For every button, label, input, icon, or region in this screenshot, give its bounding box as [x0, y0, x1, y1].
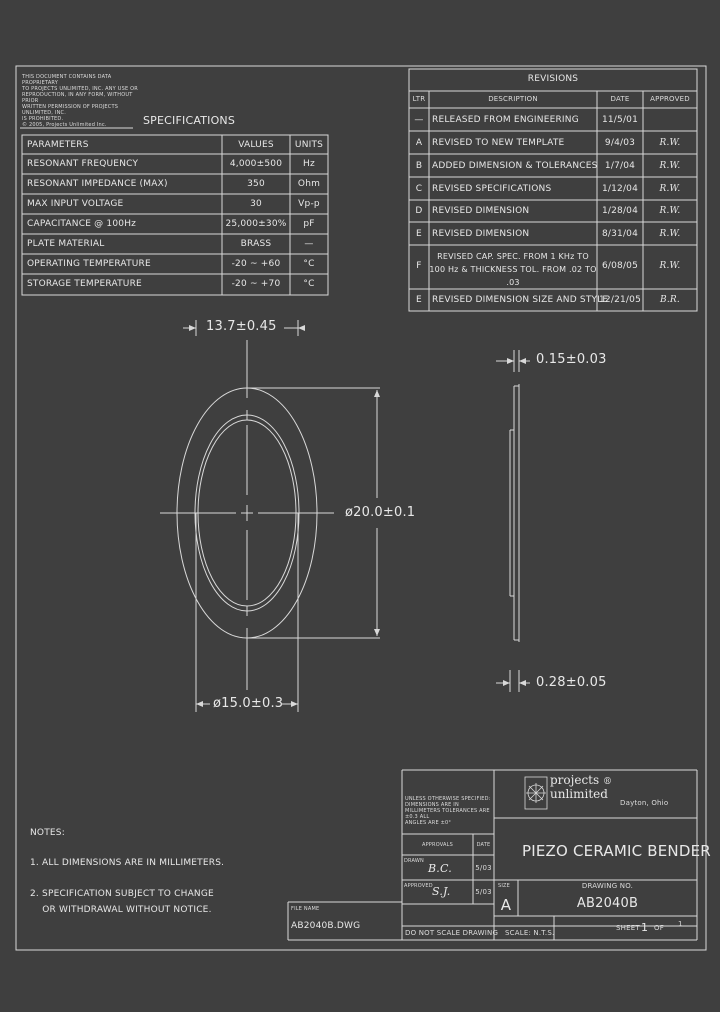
- company-line1: projects: [550, 773, 600, 787]
- rev-desc: REVISED DIMENSION: [432, 206, 530, 216]
- size-value: A: [500, 896, 512, 914]
- rev-date: 9/4/03: [604, 138, 636, 148]
- spec-header-values: VALUES: [238, 140, 274, 150]
- spec-unit: pF: [303, 219, 315, 229]
- rev-approved: R.W.: [659, 161, 681, 171]
- drawn-by: B.C.: [428, 862, 452, 875]
- sheet-total: 1: [678, 920, 683, 928]
- approvals-label: APPROVALS: [421, 842, 454, 848]
- rev-date: 8/31/04: [601, 229, 639, 239]
- note-item: OR WITHDRAWAL WITHOUT NOTICE.: [30, 905, 212, 915]
- spec-param: MAX INPUT VOLTAGE: [27, 199, 124, 209]
- notice-line: IS PROHIBITED.: [22, 116, 64, 122]
- drawing-no-label: DRAWING NO.: [581, 882, 634, 890]
- approved-by: S.J.: [432, 885, 451, 898]
- rev-approved: B.R.: [660, 295, 680, 305]
- date-label: DATE: [476, 842, 491, 848]
- spec-param: PLATE MATERIAL: [27, 239, 105, 249]
- file-name-label: FILE NAME: [291, 906, 320, 912]
- dimension-outer-diameter: ø20.0±0.1: [345, 505, 416, 520]
- note-item: 1. ALL DIMENSIONS ARE IN MILLIMETERS.: [30, 858, 225, 868]
- dimension-thickness-ceramic: 0.15±0.03: [536, 352, 607, 367]
- rev-desc: RELEASED FROM ENGINEERING: [432, 115, 579, 125]
- spec-unit: °C: [303, 279, 315, 289]
- rev-date: 1/12/04: [601, 184, 639, 194]
- rev-header-ltr: LTR: [412, 95, 426, 103]
- notes-title: NOTES:: [30, 828, 65, 838]
- spec-param: RESONANT FREQUENCY: [27, 159, 139, 169]
- approved-label: APPROVED: [404, 883, 433, 889]
- no-scale-note: DO NOT SCALE DRAWING: [405, 929, 499, 937]
- company-location: Dayton, Ohio: [620, 799, 669, 807]
- drawn-date: 5/03: [475, 864, 492, 872]
- spec-unit: Hz: [303, 159, 315, 169]
- dimension-top-width: 13.7±0.45: [206, 319, 277, 334]
- notice-line: REPRODUCTION, IN ANY FORM, WITHOUT PRIOR: [22, 92, 133, 104]
- spec-value: -20 ~ +70: [231, 279, 281, 289]
- rev-approved: R.W.: [659, 184, 681, 194]
- rev-desc: REVISED TO NEW TEMPLATE: [432, 138, 565, 148]
- spec-param: STORAGE TEMPERATURE: [27, 279, 142, 289]
- rev-desc: REVISED CAP. SPEC. FROM 1 KHz TO 100 Hz & THICKNESS TOL. FROM .02 TO .03: [429, 252, 597, 287]
- notice-line: TO PROJECTS UNLIMITED, INC. ANY USE OR: [22, 86, 138, 92]
- spec-value: 350: [247, 179, 265, 189]
- rev-ltr: E: [416, 295, 422, 305]
- company-name: [550, 774, 612, 800]
- tolerance-note: [405, 796, 493, 826]
- tolerance-line: UNLESS OTHERWISE SPECIFIED:: [405, 796, 491, 802]
- rev-approved: R.W.: [659, 138, 681, 148]
- rev-approved: R.W.: [659, 229, 681, 239]
- revisions-title: REVISIONS: [527, 74, 579, 84]
- dimension-thickness-total: 0.28±0.05: [536, 675, 607, 690]
- spec-value: -20 ~ +60: [231, 259, 281, 269]
- notice-line: THIS DOCUMENT CONTAINS DATA PROPRIETARY: [22, 74, 112, 86]
- spec-value: 25,000±30%: [225, 219, 287, 229]
- rev-desc: REVISED DIMENSION: [432, 229, 530, 239]
- rev-header-approved: APPROVED: [650, 95, 690, 103]
- part-title: PIEZO CERAMIC BENDER: [522, 842, 711, 860]
- rev-desc: ADDED DIMENSION & TOLERANCES: [432, 161, 598, 171]
- rev-header-date: DATE: [610, 95, 630, 103]
- rev-ltr: B: [415, 161, 423, 171]
- company-line2: unlimited: [550, 787, 608, 801]
- size-label: SIZE: [498, 883, 511, 889]
- rev-header-description: DESCRIPTION: [488, 95, 538, 103]
- rev-desc: REVISED SPECIFICATIONS: [432, 184, 552, 194]
- rev-ltr: A: [415, 138, 423, 148]
- rev-approved: R.W.: [659, 261, 681, 271]
- approved-date: 5/03: [475, 888, 492, 896]
- spec-unit: —: [304, 239, 314, 249]
- spec-param: OPERATING TEMPERATURE: [27, 259, 151, 269]
- spec-unit: Ohm: [297, 179, 321, 189]
- note-item: 2. SPECIFICATION SUBJECT TO CHANGE: [30, 889, 214, 899]
- rev-ltr: —: [414, 115, 424, 125]
- rev-ltr: C: [415, 184, 423, 194]
- tolerance-line: MILLIMETERS TOLERANCES ARE ±0.3 ALL: [405, 808, 490, 820]
- rev-date: 12/21/05: [598, 295, 642, 305]
- rev-ltr: E: [416, 229, 422, 239]
- dimension-inner-diameter: ø15.0±0.3: [213, 696, 284, 711]
- drawing-number: AB2040B: [576, 896, 639, 911]
- spec-value: 30: [250, 199, 262, 209]
- sheet-label: SHEET: [616, 924, 640, 932]
- rev-approved: R.W.: [659, 206, 681, 216]
- file-name: AB2040B.DWG: [291, 921, 361, 931]
- spec-value: 4,000±500: [229, 159, 283, 169]
- proprietary-notice: [22, 74, 142, 128]
- rev-ltr: D: [415, 206, 423, 216]
- spec-unit: Vp-p: [298, 199, 320, 209]
- notice-line: © 2005, Projects Unlimited Inc.: [22, 122, 107, 128]
- company-mark: ®: [603, 777, 612, 787]
- spec-header-units: UNITS: [294, 140, 324, 150]
- rev-date: 6/08/05: [601, 261, 639, 271]
- rev-date: 1/7/04: [604, 161, 636, 171]
- spec-param: CAPACITANCE @ 100Hz: [27, 219, 137, 229]
- spec-header-parameters: PARAMETERS: [27, 140, 89, 150]
- spec-param: RESONANT IMPEDANCE (MAX): [27, 179, 168, 189]
- specifications-title: SPECIFICATIONS: [143, 114, 236, 127]
- of-label: OF: [654, 924, 664, 932]
- rev-date: 11/5/01: [601, 115, 639, 125]
- company-logo-icon: [525, 777, 547, 809]
- rev-ltr: F: [416, 261, 422, 271]
- notice-line: WRITTEN PERMISSION OF PROJECTS UNLIMITED, INC.: [22, 104, 119, 116]
- rev-desc: REVISED DIMENSION SIZE AND STYLE: [432, 295, 609, 305]
- drawn-label: DRAWN: [404, 858, 424, 864]
- spec-unit: °C: [303, 259, 315, 269]
- scale-label: SCALE: N.T.S.: [505, 929, 555, 937]
- tolerance-line: DIMENSIONS ARE IN: [405, 802, 459, 808]
- spec-value: BRASS: [240, 239, 272, 249]
- sheet-number: 1: [641, 921, 649, 934]
- rev-date: 1/28/04: [601, 206, 639, 216]
- tolerance-line: ANGLES ARE ±0°: [405, 820, 452, 826]
